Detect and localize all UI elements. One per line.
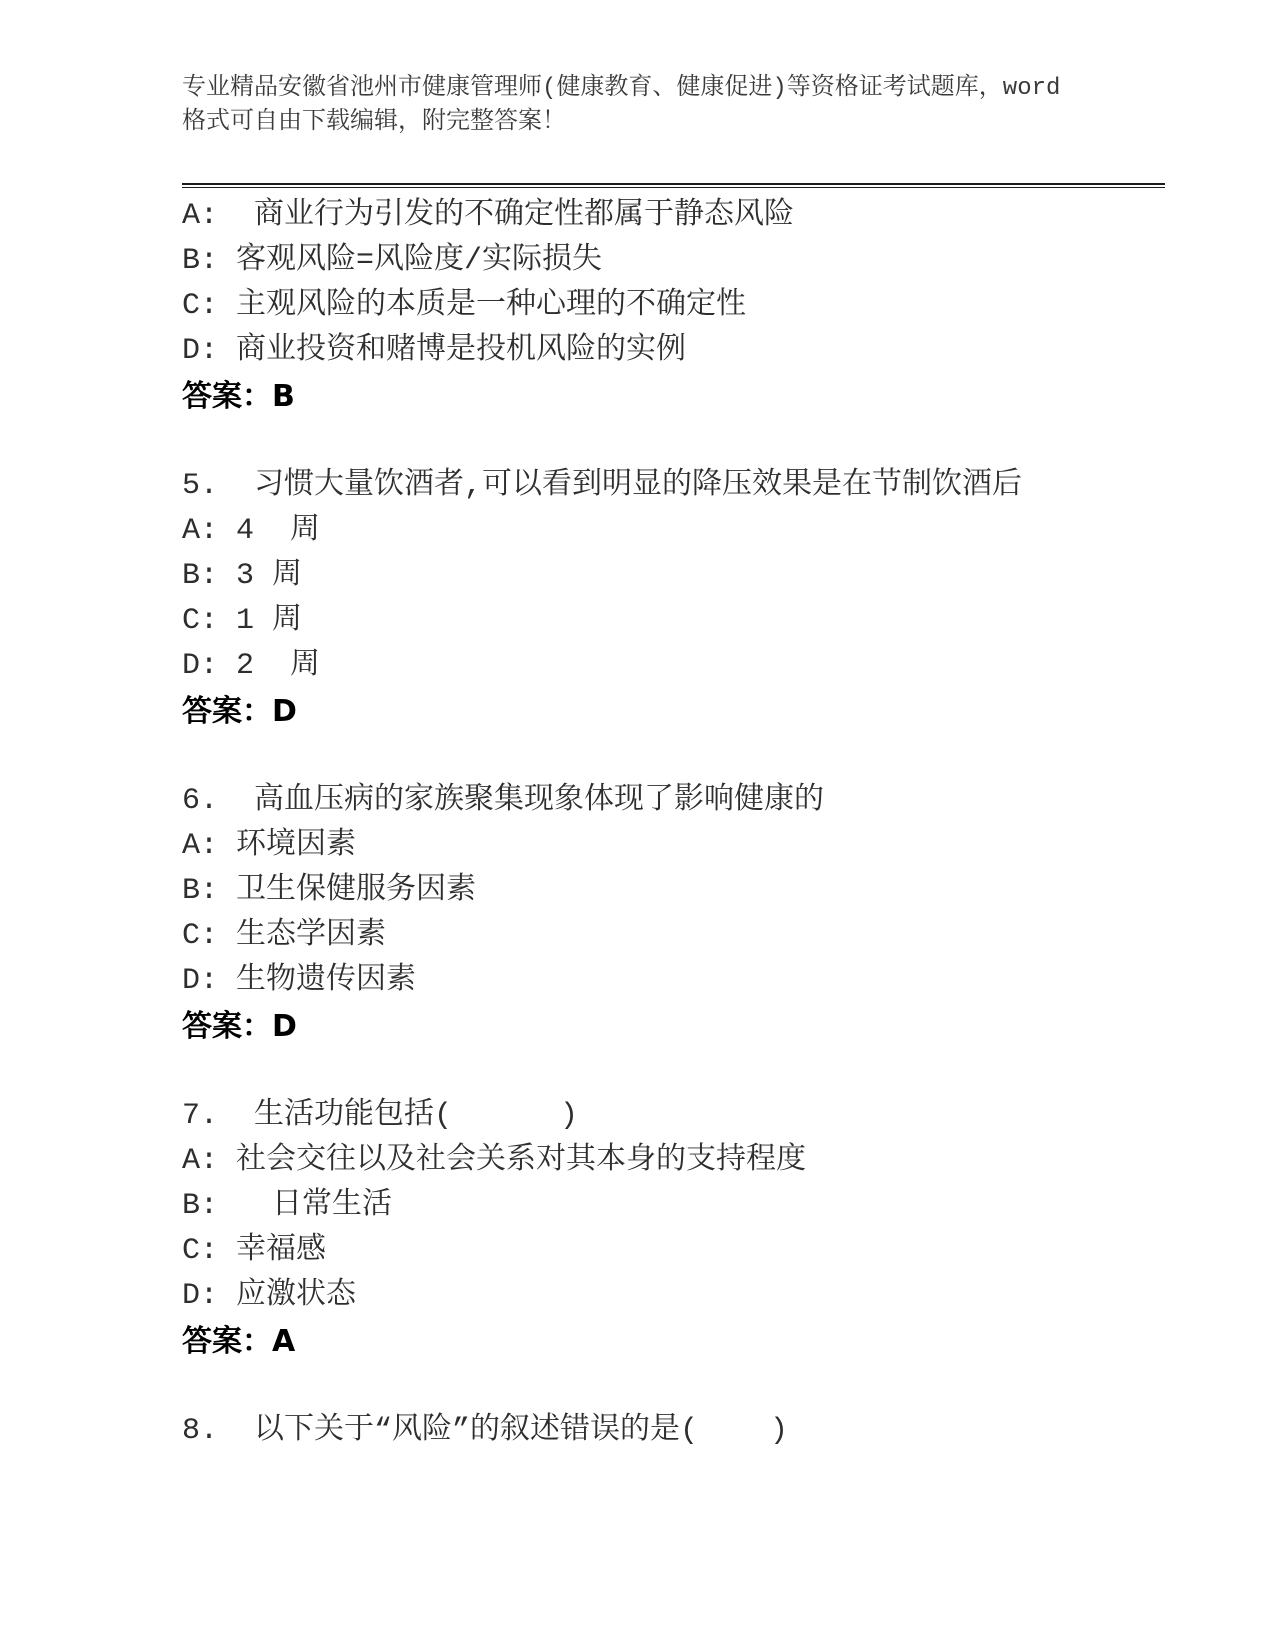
option-line-a: A: 社会交往以及社会关系对其本身的支持程度	[182, 1144, 807, 1178]
option-line-a: A: 环境因素	[182, 829, 357, 863]
document-body	[182, 194, 1165, 1454]
header-rule	[182, 183, 1165, 188]
question-stem: 7. 生活功能包括( )	[182, 1099, 579, 1133]
question-block-8	[182, 1409, 1165, 1454]
question-block-6	[182, 779, 1165, 1049]
paragraph-spacer	[182, 1049, 1165, 1094]
option-line-b: B: 客观风险=风险度/实际损失	[182, 244, 603, 278]
answer-line: 答案：D	[182, 1009, 297, 1044]
option-line-d: D: 生物遗传因素	[182, 964, 417, 998]
option-line-a: A: 商业行为引发的不确定性都属于静态风险	[182, 199, 795, 233]
option-line-d: D: 应激状态	[182, 1279, 357, 1313]
paragraph-spacer	[182, 419, 1165, 464]
question-block-5	[182, 464, 1165, 734]
option-line-c: C: 1 周	[182, 604, 303, 638]
answer-line: 答案：A	[182, 1324, 296, 1359]
option-line-c: C: 主观风险的本质是一种心理的不确定性	[182, 289, 747, 323]
header-line-1: 专业精品安徽省池州市健康管理师(健康教育、健康促进)等资格证考试题库，word	[182, 75, 1061, 102]
page-header	[182, 72, 1165, 140]
question-stem: 5. 习惯大量饮酒者,可以看到明显的降压效果是在节制饮酒后	[182, 469, 1023, 503]
answer-line: 答案：B	[182, 379, 295, 414]
option-line-d: D: 商业投资和赌博是投机风险的实例	[182, 334, 687, 368]
option-line-b: B: 3 周	[182, 559, 303, 593]
option-line-a: A: 4 周	[182, 514, 321, 548]
option-line-c: C: 生态学因素	[182, 919, 387, 953]
option-line-d: D: 2 周	[182, 649, 321, 683]
option-line-b: B: 日常生活	[182, 1189, 393, 1223]
paragraph-spacer	[182, 734, 1165, 779]
header-line-2: 格式可自由下载编辑，附完整答案！	[182, 109, 566, 136]
question-stem: 8. 以下关于“风险”的叙述错误的是( )	[182, 1414, 789, 1448]
option-line-c: C: 幸福感	[182, 1234, 327, 1268]
option-line-b: B: 卫生保健服务因素	[182, 874, 477, 908]
question-block-4	[182, 194, 1165, 419]
paragraph-spacer	[182, 1364, 1165, 1409]
answer-line: 答案：D	[182, 694, 297, 729]
question-block-7	[182, 1094, 1165, 1364]
question-stem: 6. 高血压病的家族聚集现象体现了影响健康的	[182, 784, 825, 818]
